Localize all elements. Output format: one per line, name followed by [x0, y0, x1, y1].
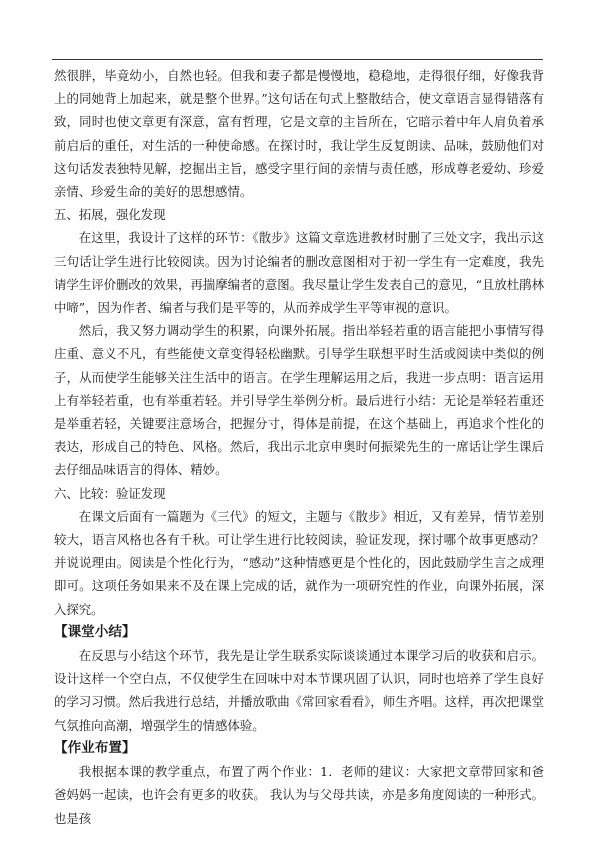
document-body [54, 64, 544, 830]
paragraph-class-summary: 在反思与小结这个环节，我先是让学生联系实际谈谈通过本课学习后的收获和启示。设计这样一个空白点，不仅使学生在回味中对本节课巩固了认识，同时也培养了学生良好的学习习惯。然后我进行总结，并播放歌曲《常回家看看》，师生齐唱。这样，再次把课堂气氛推向高潮，增强学生的情感体验。 [54, 648, 544, 733]
paragraph-three-generations: 在课文后面有一篇题为《三代》的短文，主题与《散步》相近，又有差异，情节差别较大，语言风格也各有千秋。可让学生进行比较阅读，验证发现，探讨哪个故事更感动？并说说理由。阅读是个性化行为，“感动”这种情感更是个性化的，因此鼓励学生言之成理即可。这项任务如果来不及在课上完成的话，就作为一项研究性的作业，向课外拓展，深入探究。 [54, 508, 544, 617]
paragraph-comparison-reading: 在这里，我设计了这样的环节：《散步》这篇文章选进教材时删了三处文字，我出示这三句话让学生进行比较阅读。因为讨论编者的删改意图相对于初一学生有一定难度，我先请学生评价删改的效果，再揣摩编者的意图。我尽量让学生发表自己的意见，“且放杜鹃林中啼”，因为作者、编者与我们是平等的，从而养成学生平等审视的意识。 [54, 230, 544, 316]
paragraph-language-extension: 然后，我又努力调动学生的积累，向课外拓展。指出举轻若重的语言能把小事情写得庄重、意义不凡，有些能使文章变得轻松幽默。引导学生联想平时生活或阅读中类似的例子，从而使学生能够关注生活中的语言。在学生理解运用之后，我进一步点明：语言运用上有举轻若重，也有举重若轻。并引导学生举例分析。最后进行小结：无论是举轻若重还是举重若轻，关键要注意场合，把握分寸，得体是前提，在这个基础上，再追求个性化的表达，形成自己的特色、风格。然后，我出示北京申奥时何振梁先生的一席话让学生课后去仔细品味语言的得体、精妙。 [54, 323, 544, 478]
section-heading-extension: 五、拓展，强化发现 [54, 207, 166, 223]
header-rule [52, 59, 543, 60]
section-heading-comparison: 六、比较：验证发现 [54, 485, 166, 501]
section-heading-homework: 【作业布置】 [54, 739, 136, 756]
section-heading-class-summary: 【课堂小结】 [54, 623, 136, 640]
paragraph-homework: 我根据本课的教学重点，布置了两个作业：1．老师的建议：大家把文章带回家和爸爸妈妈一起读，也许会有更多的收获。 我认为与父母共读，亦是多角度阅读的一种形式。也是孩 [54, 764, 544, 826]
paragraph-theme-analysis: 然很胖，毕竟幼小，自然也轻。但我和妻子都是慢慢地，稳稳地，走得很仔细，好像我背上的同她背上加起来，就是整个世界。”这句话在句式上整散结合，使文章语言显得错落有致，同时也使文章更有深意，富有哲理，它是文章的主旨所在，它暗示着中年人肩负着承前启后的重任，对生活的一种使命感。在探讨时，我让学生反复朗读、品味，鼓励他们对这句话发表独特见解，挖掘出主旨，感受字里行间的亲情与责任感，形成尊老爱幼、珍爱亲情、珍爱生命的美好的思想感情。 [54, 68, 544, 200]
